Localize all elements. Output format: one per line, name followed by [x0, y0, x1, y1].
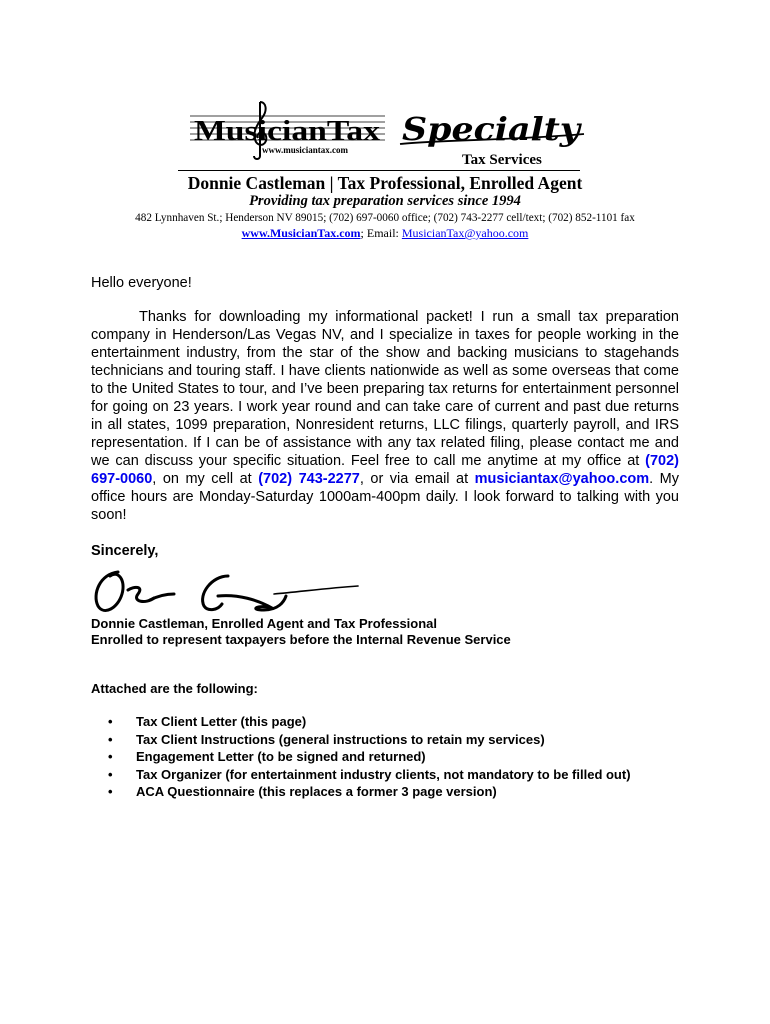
list-item: [108, 783, 631, 801]
bullet-icon: •: [108, 749, 113, 764]
paragraph-text-4: . My office hours are Monday-Saturday 1000am-400pm daily. I look forward to talking with you soon!: [91, 471, 680, 523]
body-paragraph: [91, 308, 679, 524]
greeting: Hello everyone!: [91, 275, 192, 291]
logo-left-text: MusicianTax: [194, 116, 380, 147]
logo-right-sub: Tax Services: [462, 152, 542, 168]
list-item: [108, 731, 631, 749]
header-links: [0, 226, 770, 241]
bullet-icon: •: [108, 766, 113, 782]
office-phone-link[interactable]: (702) 697-0060: [91, 453, 679, 487]
list-item: [108, 748, 631, 766]
signer-name: Donnie Castleman, Enrolled Agent and Tax Professional: [91, 616, 438, 631]
specialty-logo: [398, 100, 588, 170]
musiciantax-logo: [190, 100, 390, 162]
logo-right-script: Specialty: [402, 110, 583, 148]
signer-title: Enrolled to represent taxpayers before the Internal Revenue Service: [91, 632, 511, 647]
list-item-label: Engagement Letter (to be signed and returned): [136, 749, 426, 764]
attachments-heading: Attached are the following:: [91, 681, 258, 696]
email-label: ; Email:: [360, 226, 402, 240]
header-name-line: Donnie Castleman | Tax Professional, Enrolled Agent: [187, 173, 583, 193]
header-email-link[interactable]: MusicianTax@yahoo.com: [401, 226, 529, 240]
bullet-icon: •: [108, 731, 113, 747]
list-item: [108, 766, 631, 784]
paragraph-text-1: Thanks for downloading my informational packet! I run a small tax preparation company in Henderson/Las Vegas NV, and I specialize in taxes for people working in the entertainment industry, from the star of the show and backing musicians to stagehands technicians and touring staff. I have clients nationwide as well as some overseas that come to the United States to tour, and I’ve been preparing tax returns for entertainment personnel for going on 23 years. I work year round and can take care of current and past due returns in all states, 1099 preparation, Nonresident returns, LLC filings, quarterly payroll, and IRS representation. If I can be of assistance with any tax related filing, please contact me and we can discuss your specific situation. Feel free to call me anytime at my office at: [91, 309, 679, 469]
body-email-link[interactable]: musiciantax@yahoo.com: [474, 471, 650, 487]
cell-phone-link[interactable]: (702) 743-2277: [258, 471, 360, 487]
bullet-icon: •: [108, 784, 113, 799]
logo-left-url: www.musiciantax.com: [262, 145, 348, 155]
list-item: [108, 713, 631, 731]
signature-image: [88, 564, 368, 620]
header-tagline: Providing tax preparation services since 1994: [249, 193, 521, 209]
list-item-label: Tax Client Letter (this page): [136, 714, 307, 729]
list-item-label: ACA Questionnaire (this replaces a former 3 page version): [136, 784, 497, 799]
paragraph-text-3: , or via email at: [359, 471, 475, 487]
list-item-label: Tax Organizer (for entertainment industry clients, not mandatory to be filled out): [136, 766, 631, 782]
paragraph-text-2: , on my cell at: [152, 471, 259, 487]
header-address: 482 Lynnhaven St.; Henderson NV 89015; (702) 697-0060 office; (702) 743-2277 cell/text; (702) 852-1101 fax: [135, 212, 635, 224]
website-link[interactable]: www.MusicianTax.com: [241, 226, 361, 240]
list-item-label: Tax Client Instructions (general instructions to retain my services): [136, 731, 545, 747]
header-divider: [178, 170, 580, 171]
closing: Sincerely,: [91, 543, 159, 559]
attachments-list: [108, 713, 631, 801]
bullet-icon: •: [108, 714, 113, 729]
